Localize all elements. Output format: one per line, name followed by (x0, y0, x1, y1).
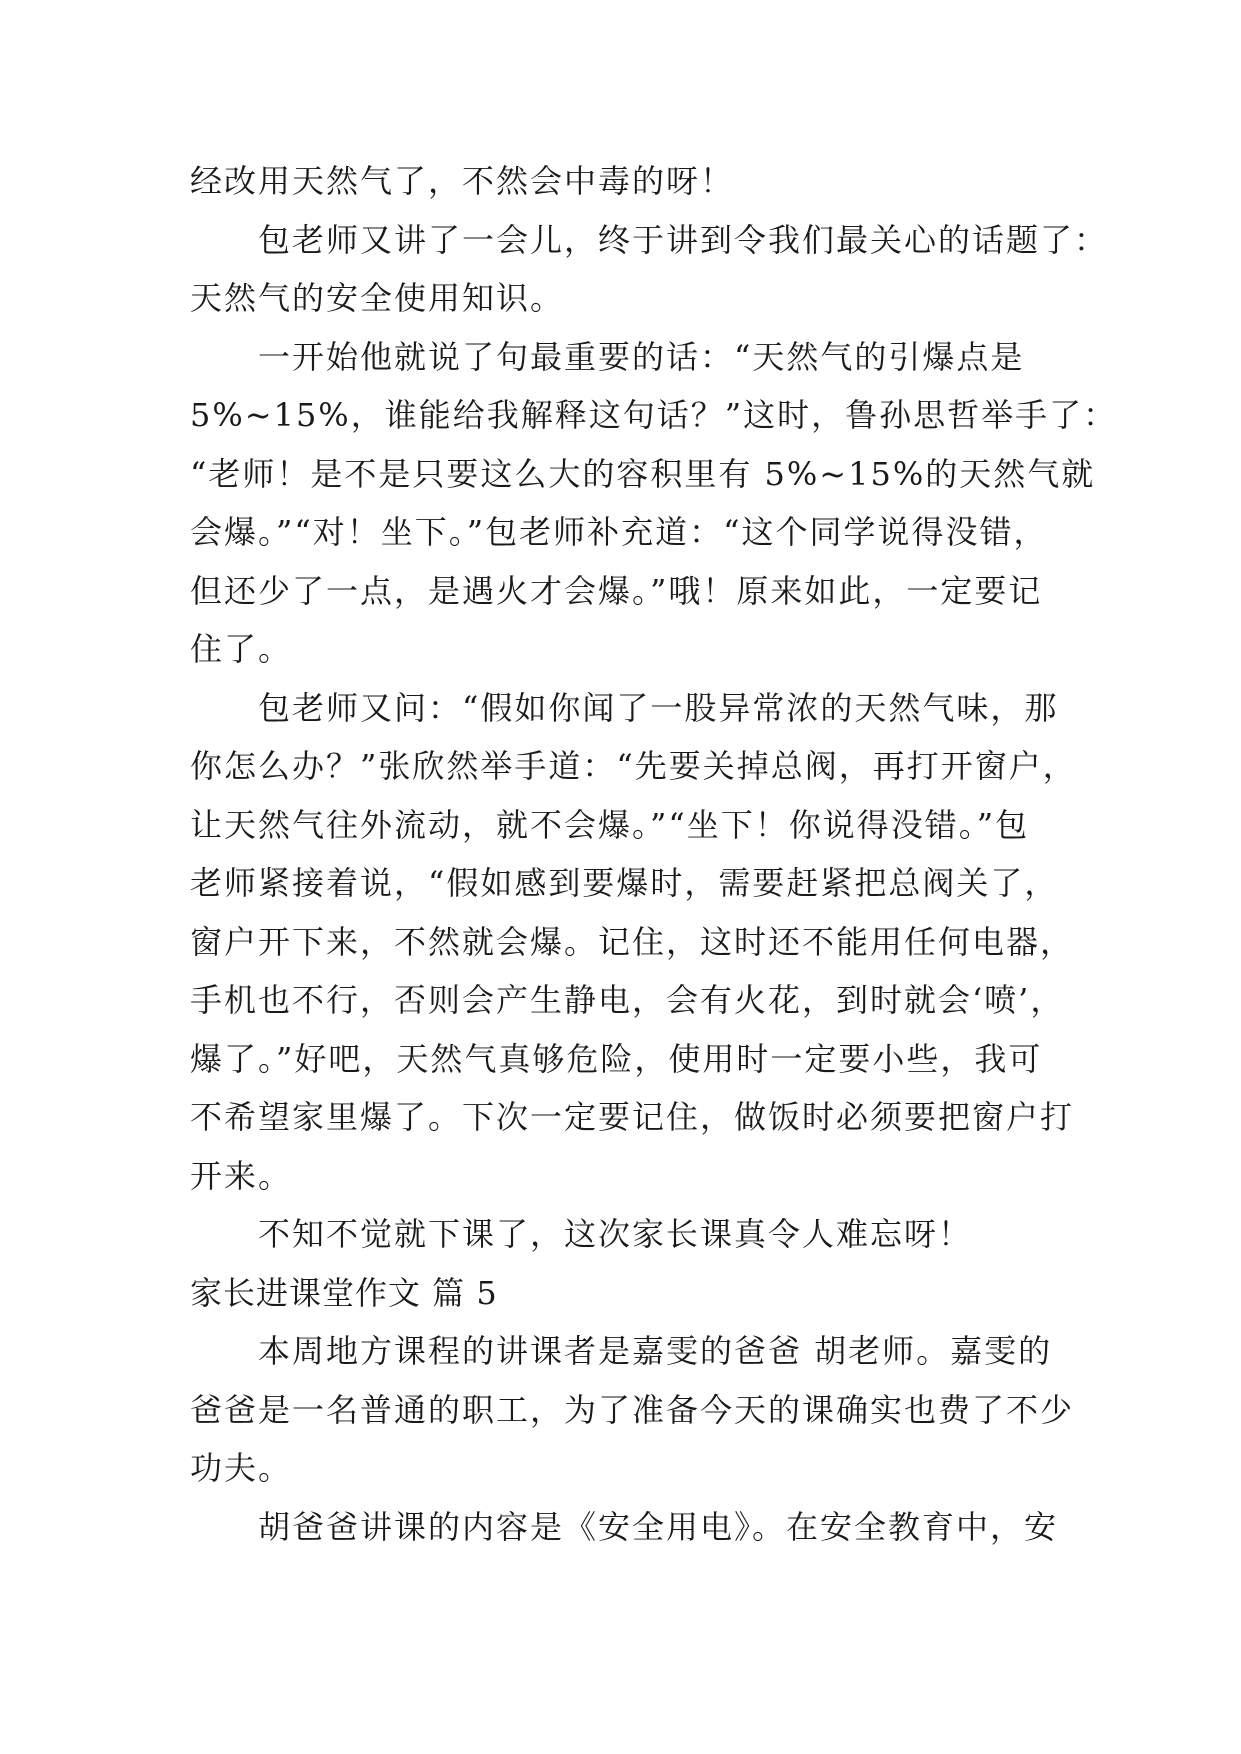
text-line: 功夫。 (190, 1449, 293, 1487)
section-heading: 家长进课堂作文 篇 5 (190, 1273, 498, 1312)
text-line: 开来。 (190, 1156, 293, 1195)
text-line: 天然气的安全使用知识。 (190, 279, 565, 317)
text-line: 窗户开下来，不然就会爆。记住，这时还不能用任何电器， (190, 922, 1075, 961)
text-line: 经改用天然气了，不然会中毒的呀！ (190, 162, 735, 200)
paragraph-start-line: 胡爸爸讲课的内容是《安全用电》。在安全教育中，安 (258, 1507, 1059, 1546)
text-line: 你怎么办？”张欣然举手道：“先要关掉总阀，再打开窗户， (190, 747, 1077, 785)
text-line: 让天然气往外流动，就不会爆。”“坐下！你说得没错。”包 (190, 805, 1030, 844)
text-line: 手机也不行，否则会产生静电，会有火花，到时就会‘喷’， (190, 981, 1065, 1019)
text-line: 不希望家里爆了。下次一定要记住，做饭时必须要把窗户打 (190, 1098, 1075, 1136)
paragraph-start-line: 不知不觉就下课了，这次家长课真令人难忘呀！ (258, 1215, 973, 1253)
text-line: 住了。 (190, 630, 293, 668)
text-line: 会爆。”“对！坐下。”包老师补充道：“这个同学说得没错， (190, 513, 1048, 551)
paragraph-start-line: 包老师又讲了一会儿，终于讲到令我们最关心的话题了： (258, 220, 1109, 259)
paragraph-start-line: 一开始他就说了句最重要的话：“天然气的引爆点是 (258, 337, 1025, 376)
text-line: “老师！是不是只要这么大的容积里有 5%~15%的天然气就 (190, 454, 1096, 493)
text-line: 爸爸是一名普通的职工，为了准备今天的课确实也费了不少 (190, 1390, 1075, 1429)
paragraph-start-line: 包老师又问：“假如你闻了一股异常浓的天然气味，那 (258, 688, 1059, 727)
text-line: 老师紧接着说，“假如感到要爆时，需要赶紧把总阀关了， (190, 864, 1059, 902)
text-line: 但还少了一点，是遇火才会爆。”哦！原来如此，一定要记 (190, 571, 1043, 610)
text-line: 5%~15%，谁能给我解释这句话？”这时，鲁孙思哲举手了： (190, 396, 1118, 434)
document-body (190, 152, 1118, 1556)
paragraph-start-line: 本周地方课程的讲课者是嘉雯的爸爸 胡老师。嘉雯的 (258, 1332, 1053, 1370)
text-line: 爆了。”好吧，天然气真够危险，使用时一定要小些，我可 (190, 1039, 1043, 1078)
